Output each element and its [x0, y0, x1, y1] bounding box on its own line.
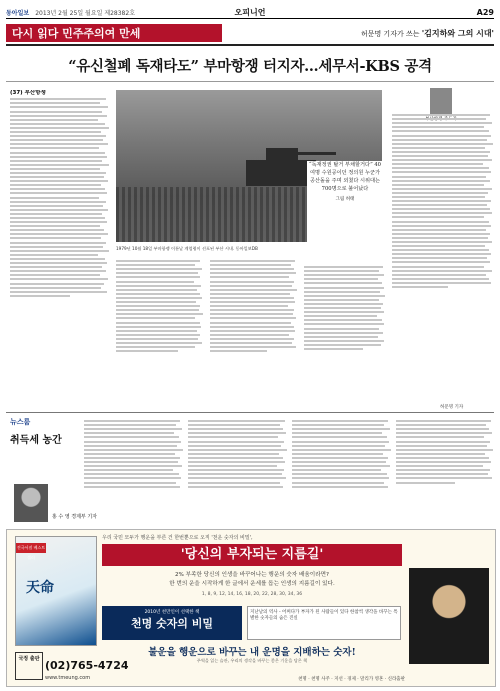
reporter-byline: 홍 수 영 경제부 기자	[52, 514, 97, 520]
ad-sale-title: 천명 숫자의 비밀	[130, 617, 214, 630]
series-title: 다시 읽다 민주주의여 만세	[6, 24, 222, 42]
pull-quote-text: “독재정권 탈거 부채할거다” 40여명 수원공이던 정의원 누군가 공산돌을 주며 외쳤다 시위대는 700명으로 불어났다	[309, 162, 381, 192]
tank-shape	[246, 160, 316, 186]
ad-sale-small: 2010년 천만인이 선택한 책	[144, 610, 200, 615]
bio-photo	[430, 88, 452, 114]
ad-sale-box	[102, 606, 242, 640]
ad-tagline-2: 한 번의 운을 시작하게 한 글에서 운세를 돕는 인생의 지름길이 있다.	[169, 581, 335, 587]
article-headline: “유신철폐 독재타도” 부마항쟁 터지자…세무서-KBS 공격	[68, 58, 432, 75]
column-text-lines	[10, 98, 110, 297]
series-subtitle-title: '김지하와 그의 시대'	[421, 29, 494, 38]
publisher-logo: 국정 출판	[15, 652, 43, 680]
series-subtitle	[361, 28, 494, 39]
column-text-lines	[84, 420, 184, 488]
column-text-lines	[304, 266, 386, 350]
ad-bottom-slogan: 불운을 행운으로 바꾸는 내 운명을 지배하는 숫자!	[148, 647, 356, 658]
series-banner	[6, 24, 494, 46]
column-text-lines	[396, 420, 494, 483]
article-column-2	[116, 258, 204, 408]
author-portrait	[409, 568, 489, 664]
news-column-2	[188, 418, 288, 524]
ad-url[interactable]: www.tmeung.com	[45, 675, 91, 681]
photo-caption: 1979년 10월 18일 부마항쟁 이튿날 계엄령이 선포된 부산 시내. 동아일보DB	[116, 246, 258, 251]
column-text-lines	[392, 114, 494, 288]
headline-rule	[6, 81, 494, 82]
ad-phone[interactable]: (02)765-4724	[45, 659, 129, 672]
book-cover	[15, 536, 97, 646]
ad-numbers: 1, 8, 9, 12, 14, 16, 18, 20, 22, 28, 30, 34, 36	[201, 592, 303, 597]
article-kicker: (37) 부산항쟁	[10, 90, 46, 96]
book-advertisement[interactable]	[6, 529, 496, 687]
reporter-portrait	[14, 484, 48, 522]
tank-barrel-shape	[296, 152, 336, 155]
news-column-4	[396, 418, 494, 524]
ad-publisher: 천명 · 천명 사주 · 지선 · 경제 · 말리가 영혼 · 신라출판	[298, 677, 405, 682]
ad-main-slogan: '당신의 부자되는 지름길'	[102, 544, 402, 566]
book-cover-title: 天命	[26, 580, 54, 596]
news-column-1	[84, 418, 184, 524]
page-header	[6, 6, 494, 19]
ad-top-line: 우리 국민 모두가 행운을 부른 건 한번뿐으로 오직 '천운 숫자의 비밀',	[102, 535, 253, 541]
column-text-lines	[116, 260, 204, 352]
page-number: A29	[476, 7, 494, 17]
article-column-5	[392, 112, 494, 402]
ad-tagline: 2% 부족한 당신의 인생을 바꾸어나는 행운의 숫자 배움이라면?	[175, 572, 329, 578]
newspaper-name: 동아일보	[6, 9, 30, 17]
section-divider	[6, 412, 494, 413]
article-signature: 허문명 기자	[440, 405, 464, 410]
article-column-1	[10, 90, 110, 405]
news-label: 뉴스룸	[10, 418, 31, 426]
series-subtitle-prefix: 허문명 기자가 쓰는	[360, 30, 422, 38]
pull-quote-credit: 그림 허태	[335, 197, 355, 202]
ad-small-text: 주역을 읽는 습관, 우리의 생각을 바꾸는 좋은 기운을 담은 책	[196, 658, 308, 663]
pull-quote	[307, 161, 383, 261]
article-column-4	[304, 264, 386, 408]
issue-date: 2013년 2월 25일 월요일 제28382호	[35, 9, 135, 17]
column-text-lines	[292, 420, 392, 488]
ad-info-box: 지난날의 역사 - 어쩌다가 부자가 된 사람들이 있다 한참씩 생각을 바꾸는 특별한 숫자들의 숨은 진실	[247, 606, 401, 640]
tank-turret-shape	[266, 148, 298, 162]
column-text-lines	[188, 420, 288, 488]
news-column-3	[292, 418, 392, 524]
article-column-3	[210, 258, 298, 408]
column-text-lines	[210, 260, 298, 352]
section-title: 오피니언	[234, 7, 266, 17]
news-title: 취득세 농간	[10, 435, 62, 446]
bestseller-ribbon: 전국서점 베스트셀러	[16, 545, 46, 560]
